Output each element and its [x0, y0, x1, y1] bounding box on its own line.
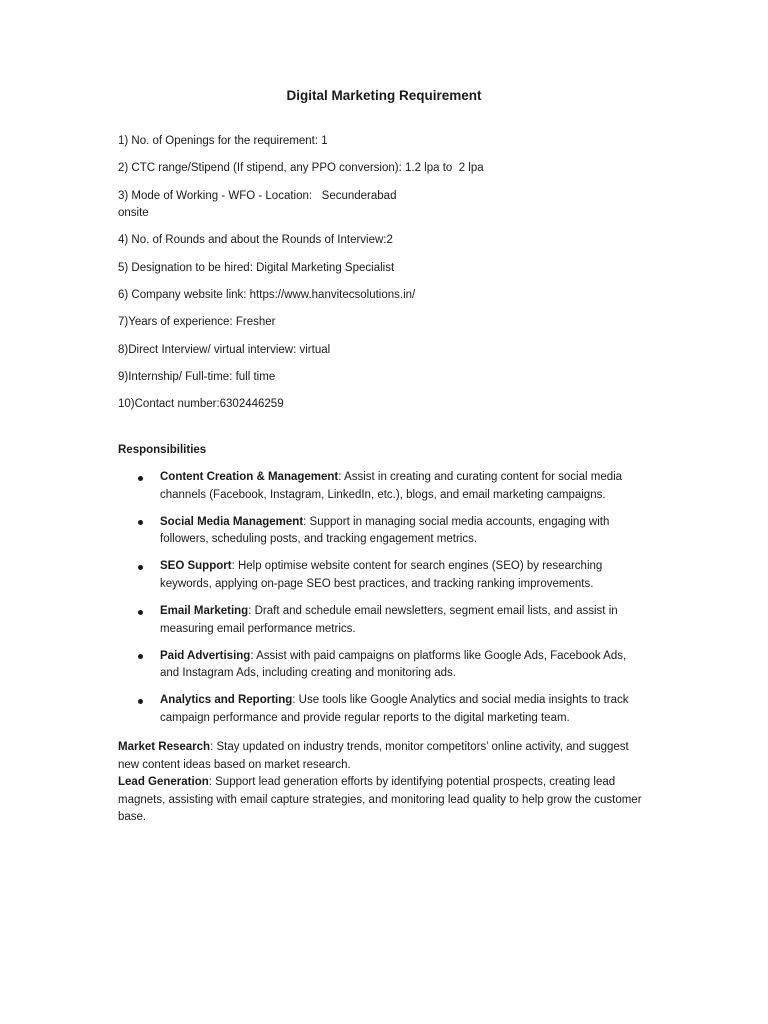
responsibility-title: SEO Support: [160, 560, 232, 573]
requirement-item: 2) CTC range/Stipend (If stipend, any PPO conversion): 1.2 lpa to 2 lpa: [118, 162, 484, 175]
market-research-paragraph: [118, 739, 653, 774]
responsibilities-heading: Responsibilities: [118, 444, 207, 456]
responsibility-item: [118, 514, 648, 549]
responsibility-text: : Help optimise website content for search engines (SEO) by researching keywords, applying on-page SEO best practices, and tracking ranking improvements.: [160, 560, 603, 590]
additional-responsibilities: [118, 739, 653, 827]
paragraph-title: Market Research: [118, 741, 211, 753]
responsibility-title: Content Creation & Management: [160, 471, 339, 483]
bullet-icon: [138, 699, 143, 704]
requirement-item: 8)Direct Interview/ virtual interview: virtual: [118, 343, 331, 356]
responsibility-item: [118, 648, 648, 683]
lead-generation-paragraph: [118, 774, 653, 827]
bullet-icon: [138, 476, 143, 481]
responsibility-text: : Draft and schedule email newsletters, segment email lists, and assist in measuring email performance metrics.: [160, 605, 618, 635]
bullet-icon: [138, 610, 143, 615]
responsibility-item: [118, 469, 648, 504]
paragraph-text: : Stay updated on industry trends, monitor competitors’ online activity, and suggest new content ideas based on market research.: [118, 741, 629, 771]
bullet-icon: [138, 654, 143, 659]
responsibility-title: Social Media Management: [160, 515, 304, 528]
paragraph-title: Lead Generation: [118, 776, 209, 788]
responsibility-text: : Assist in creating and curating content for social media channels (Facebook, Instagram, LinkedIn, etc.), blogs, and email marketing campaigns.: [160, 471, 623, 501]
requirement-item: 6) Company website link: https://www.hanvitecsolutions.in/: [118, 288, 416, 301]
responsibility-text: : Support in managing social media accounts, engaging with followers, scheduling posts, and tracking engagement metrics.: [160, 515, 610, 546]
responsibility-item: [118, 603, 648, 638]
responsibilities-list: [118, 469, 648, 737]
requirement-item: 9)Internship/ Full-time: full time: [118, 370, 276, 383]
responsibility-item: [118, 692, 648, 727]
requirement-item: 7)Years of experience: Fresher: [118, 316, 276, 329]
document-title: Digital Marketing Requirement: [286, 88, 482, 103]
responsibility-title: Analytics and Reporting: [160, 694, 293, 707]
requirement-item: 5) Designation to be hired: Digital Marketing Specialist: [118, 261, 395, 274]
responsibility-text: : Assist with paid campaigns on platforms like Google Ads, Facebook Ads, and Instagram Ads, including creating and monitoring ads.: [160, 649, 627, 680]
requirement-item: 1) No. of Openings for the requirement: 1: [118, 135, 328, 147]
requirement-item: 10)Contact number:6302446259: [118, 398, 284, 411]
responsibility-title: Paid Advertising: [160, 649, 251, 662]
responsibility-text: : Use tools like Google Analytics and social media insights to track campaign performance and provide regular reports to the digital marketing team.: [160, 694, 629, 724]
bullet-icon: [138, 520, 143, 525]
requirement-item: 3) Mode of Working - WFO - Location: Secunderabad onsite: [118, 189, 397, 220]
responsibility-title: Email Marketing: [160, 605, 249, 618]
responsibility-item: [118, 558, 648, 593]
requirement-item: 4) No. of Rounds and about the Rounds of Interview:2: [118, 234, 393, 247]
bullet-icon: [138, 565, 143, 570]
requirements-list: [118, 133, 678, 423]
paragraph-text: : Support lead generation efforts by identifying potential prospects, creating lead magnets, assisting with email capture strategies, and monitoring lead quality to help grow the customer base.: [118, 776, 642, 823]
